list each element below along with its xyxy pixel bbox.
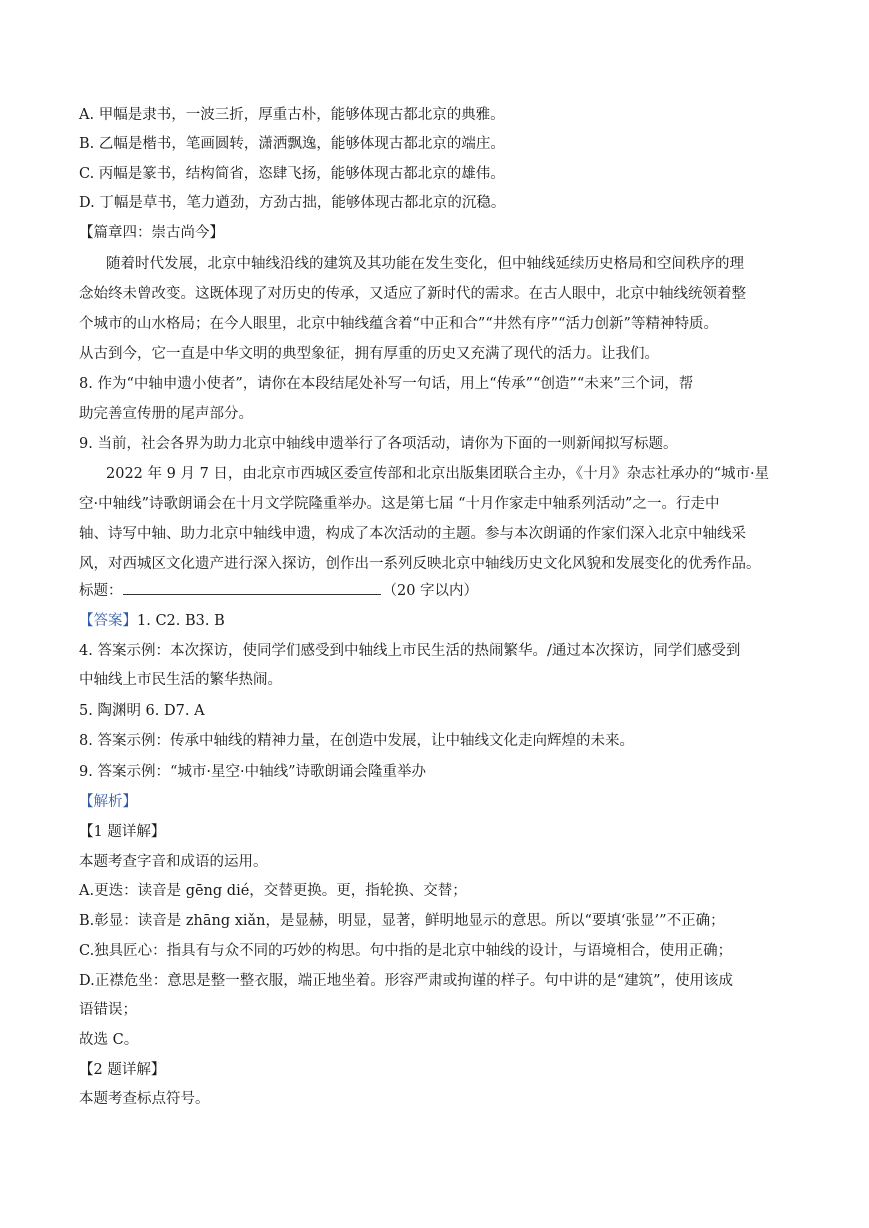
paragraph-line: 个城市的山水格局；在今人眼里，北京中轴线蕴含着“中正和合”“井然有序”“活力创新”等精神特质。 — [79, 316, 718, 332]
answer-tag: 【答案】 — [79, 613, 137, 629]
answer-item: 9. 答案示例：“城市·星空·中轴线”诗歌朗诵会隆重举办 — [79, 764, 426, 780]
news-line: 轴、诗写中轴、助力北京中轴线申遗，构成了本次活动的主题。参与本次朗诵的作家们深入北京中轴线采 — [79, 526, 746, 542]
analysis-line: C.独具匠心：指具有与众不同的巧妙的构思。句中指的是北京中轴线的设计，与语境相合，使用正确； — [79, 943, 733, 959]
analysis-line: A.更迭：读音是 gēng dié，交替更换。更，指轮换、交替； — [79, 883, 467, 899]
news-line: 风，对西城区文化遗产进行深入探访，创作出一系列反映北京中轴线历史文化风貌和发展变化的优秀作品。 — [79, 556, 761, 572]
answer-first: 1. C2. B3. B — [137, 613, 225, 629]
answer-line — [79, 610, 794, 632]
news-line: 2022 年 9 月 7 日，由北京市西城区委宣传部和北京出版集团联合主办，《十月》杂志社承办的“城市·星 — [106, 466, 770, 482]
section-title: 【篇章四：崇古尚今】 — [79, 225, 224, 241]
option-c: C. 丙幅是篆书，结构简省，恣肆飞扬，能够体现古都北京的雄伟。 — [79, 166, 505, 182]
analysis-line: D.正襟危坐：意思是整一整衣服，端正地坐着。形容严肃或拘谨的样子。句中讲的是“建筑”，使用该成 — [79, 973, 734, 989]
analysis-line: 语错误； — [79, 1002, 137, 1018]
paragraph-line: 随着时代发展，北京中轴线沿线的建筑及其功能在发生变化，但中轴线延续历史格局和空间秩序的理 — [106, 256, 744, 272]
news-line: 空·中轴线”诗歌朗诵会在十月文学院隆重举办。这是第七届 “十月作家走中轴系列活动”之一。行走中 — [79, 496, 720, 512]
analysis-line: 【1 题详解】 — [79, 824, 166, 840]
option-d: D. 丁幅是草书，笔力遒劲，方劲古拙，能够体现古都北京的沉稳。 — [79, 195, 506, 211]
title-label: 标题： — [79, 583, 123, 599]
analysis-line: B.彰显：读音是 zhāng xiǎn，是显赫，明显，显著，鲜明地显示的意思。所以“要填‘张显’”不正确； — [79, 913, 725, 929]
analysis-line: 本题考查字音和成语的运用。 — [79, 854, 268, 870]
answer-item: 5. 陶渊明 6. D7. A — [79, 703, 205, 719]
analysis-line: 【2 题详解】 — [79, 1062, 166, 1078]
paragraph-line: 从古到今，它一直是中华文明的典型象征，拥有厚重的历史又充满了现代的活力。让我们。 — [79, 346, 659, 362]
answer-item: 中轴线上市民生活的繁华热闹。 — [79, 672, 282, 688]
analysis-line: 故选 C。 — [79, 1032, 139, 1048]
title-blank — [123, 580, 381, 595]
option-a: A. 甲幅是隶书，一波三折，厚重古朴，能够体现古都北京的典雅。 — [79, 107, 505, 123]
question-8-line: 8. 作为“中轴申遗小使者”，请你在本段结尾处补写一句话，用上“传承”“创造”“未来”三个词，帮 — [79, 376, 694, 392]
answer-item: 8. 答案示例：传承中轴线的精神力量，在创造中发展，让中轴线文化走向辉煌的未来。 — [79, 733, 634, 749]
question-9: 9. 当前，社会各界为助力北京中轴线申遗举行了各项活动，请你为下面的一则新闻拟写标题。 — [79, 436, 678, 452]
title-answer-line — [79, 580, 794, 602]
paragraph-line: 念始终未曾改变。这既体现了对历史的传承，又适应了新时代的需求。在古人眼中，北京中轴线统领着整 — [79, 286, 746, 302]
analysis-tag: 【解析】 — [79, 794, 137, 810]
question-8-line: 助完善宣传册的尾声部分。 — [79, 406, 253, 422]
answer-item: 4. 答案示例：本次探访，使同学们感受到中轴线上市民生活的热闹繁华。/通过本次探访，同学们感受到 — [79, 643, 741, 659]
analysis-line: 本题考查标点符号。 — [79, 1091, 210, 1107]
option-b: B. 乙幅是楷书，笔画圆转，潇洒飘逸，能够体现古都北京的端庄。 — [79, 136, 505, 152]
title-note: （20 字以内） — [382, 583, 479, 599]
